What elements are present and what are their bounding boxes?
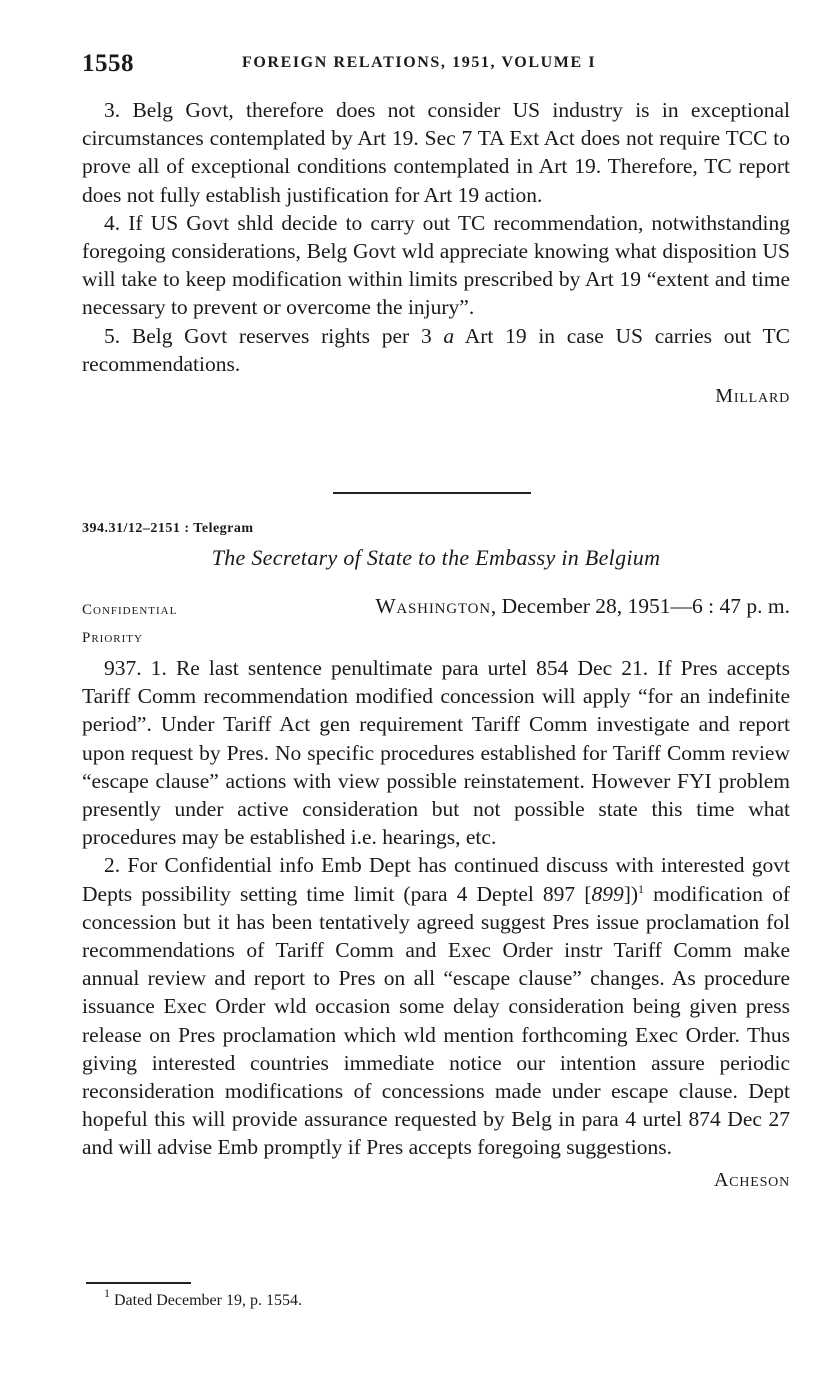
- footnote: [104, 1286, 302, 1310]
- telegram-body: [82, 654, 790, 1194]
- section-divider: [333, 492, 531, 494]
- telegram-paragraph-2: [82, 851, 790, 1161]
- telegram-paragraph-1: 937. 1. Re last sentence penultimate para urtel 854 Dec 21. If Pres accepts Tariff Comm recommendation modified concession will apply “for an indefinite period”. Under Tariff Act gen requirement Tariff Comm investigate and report upon request by Pres. No specific procedures established for Tariff Comm review “escape clause” actions with view possible reinstatement. However FYI problem presently under active consideration but not possible state this time what procedures may be established i.e. hearings, etc.: [82, 656, 790, 850]
- paragraph-5-italic-letter: a: [443, 323, 455, 348]
- page-header: [82, 50, 790, 86]
- paragraph-5-start: 5. Belg Govt reserves rights per 3: [104, 323, 444, 348]
- classification-confidential: Confidential: [82, 602, 178, 618]
- dateline: [375, 594, 790, 619]
- paragraph-4: 4. If US Govt shld decide to carry out TC recommendation, notwithstanding foregoing considerations, Belg Govt wld appreciate knowing what disposition US will take to keep modification within limits prescribed by Art 19 “extent and time necessary to prevent or overcome the injury”.: [82, 210, 790, 320]
- dateline-date: , December 28, 1951—6 : 47 p. m.: [490, 594, 790, 618]
- footnote-divider: [86, 1282, 191, 1284]
- footnote-reference[interactable]: 1: [638, 881, 645, 896]
- footnote-marker: 1: [104, 1286, 110, 1300]
- paragraph-3: 3. Belg Govt, therefore does not consider US industry is in exceptional circumstances contemplated by Art 19. Sec 7 TA Ext Act does not require TCC to prove all of exceptional conditions contemplated in Art 19. Therefore, TC report does not fully establish justification for Art 19 action.: [82, 98, 790, 207]
- page-number: 1558: [82, 50, 134, 77]
- first-document-body: [82, 96, 790, 410]
- document-heading: The Secretary of State to the Embassy in Belgium: [211, 545, 661, 570]
- dateline-place: Washington: [375, 594, 491, 618]
- signature-acheson: Acheson: [713, 1168, 790, 1191]
- classification-row: [82, 594, 790, 624]
- paragraph-2-start: 2. For Confidential info Emb Dept has continued discuss with interested govt Depts possibility setting time limit (para 4 Deptel 897 [: [82, 853, 790, 906]
- running-title: FOREIGN RELATIONS, 1951, VOLUME I: [242, 54, 597, 71]
- paragraph-5-end: Art 19 in case US carries out TC recommendations.: [82, 323, 790, 376]
- paragraph-2-bracket-close: ]): [623, 881, 639, 906]
- classification-priority: Priority: [82, 630, 143, 646]
- paragraph-5: [82, 322, 790, 378]
- paragraph-2-end: modification of concession but it has been tentatively agreed suggest Pres issue proclamation fol recommendations of Tariff Comm and Exec Order instr Tariff Comm make annual review and report to Pres on all “escape clause” changes. As procedure issuance Exec Order wld occasion some delay consideration being given press release on Pres proclamation which wld mention forthcoming Exec Order. Thus giving interested countries immediate notice our intention assure periodic reconsideration modifications of concessions made under escape clause. Dept hopeful this will provide assurance requested by Belg in para 4 urtel 874 Dec 27 and will advise Emb promptly if Pres accepts foregoing suggestions.: [82, 881, 791, 1160]
- footnote-text: Dated December 19, p. 1554.: [114, 1292, 302, 1309]
- editorial-bracket-number: 899: [591, 881, 624, 906]
- signature-millard: Millard: [715, 385, 790, 408]
- document-reference: 394.31/12–2151 : Telegram: [82, 521, 254, 536]
